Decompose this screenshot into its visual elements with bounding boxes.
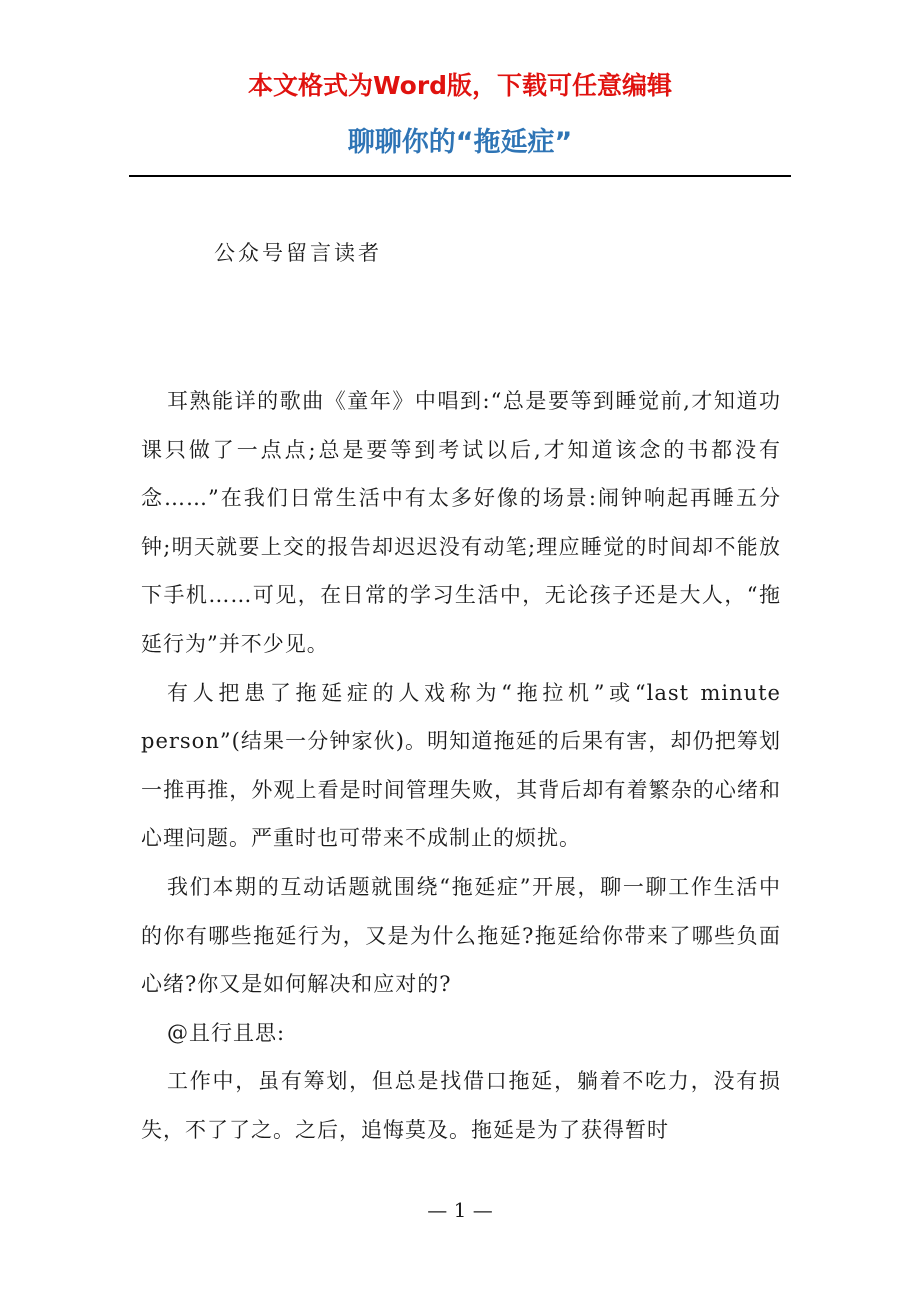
document-banner: 本文格式为Word版，下载可任意编辑 xyxy=(247,71,673,100)
paragraph: 我们本期的互动话题就围绕“拖延症”开展，聊一聊工作生活中的你有哪些拖延行为，又是为什么拖延?拖延给你带来了哪些负面心绪?你又是如何解决和应对的? xyxy=(141,874,781,997)
paragraph: 有人把患了拖延症的人戏称为“拖拉机”或“last minute person”(结果一分钟家伙)。明知道拖延的后果有害，却仍把筹划一推再推，外观上看是时间管理失败，其背后却有着繁杂的心绪和心理问题。严重时也可带来不成制止的烦扰。 xyxy=(141,680,781,851)
page-number: — 1 — xyxy=(427,1198,493,1222)
paragraph: @且行且思: xyxy=(167,1020,286,1045)
document-title: 聊聊你的“拖延症” xyxy=(347,127,573,158)
paragraph: 工作中，虽有筹划，但总是找借口拖延，躺着不吃力，没有损失，不了了之。之后，追悔莫及。拖延是为了获得暂时 xyxy=(141,1069,781,1142)
paragraph: 耳熟能详的歌曲《童年》中唱到:“总是要等到睡觉前,才知道功课只做了一点点;总是要等到考试以后,才知道该念的书都没有念……”在我们日常生活中有太多好像的场景:闹钟响起再睡五分钟;明天就要上交的报告却迟迟没有动笔;理应睡觉的时间却不能放下手机……可见，在日常的学习生活中，无论孩子还是大人，“拖延行为”并不少见。 xyxy=(141,389,781,656)
title-divider xyxy=(129,175,791,177)
document-body xyxy=(141,377,781,1155)
byline: 公众号留言读者 xyxy=(214,241,382,265)
